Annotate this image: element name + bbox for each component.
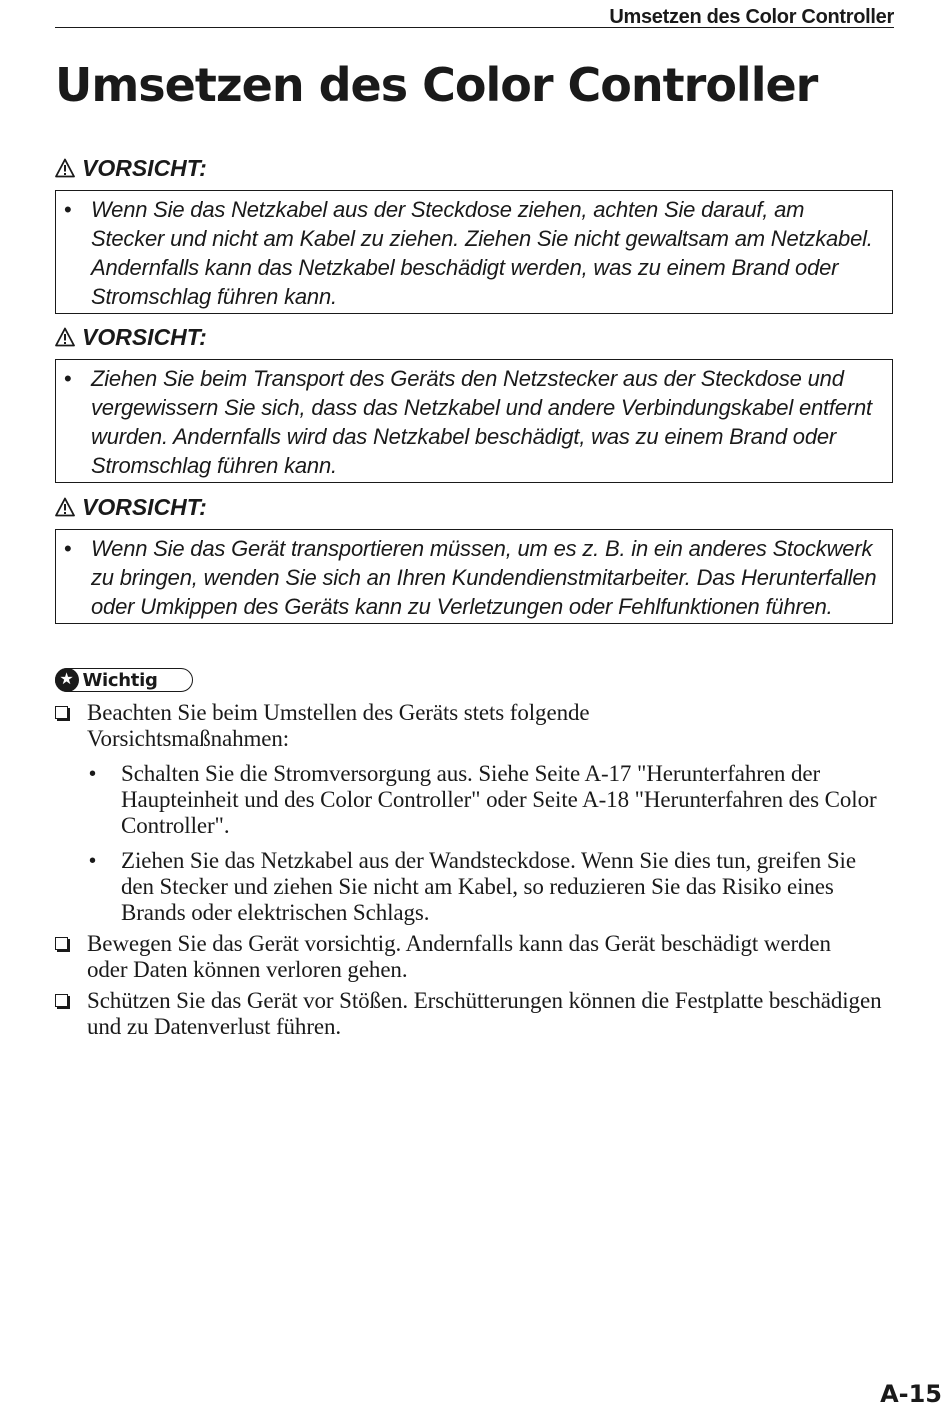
- checklist-item: [55, 700, 895, 752]
- page-title: Umsetzen des Color Controller: [55, 58, 818, 112]
- sub-list-item: [87, 848, 887, 926]
- bullet: •: [89, 850, 97, 872]
- checkbox-icon: [55, 988, 87, 1040]
- checklist-text: Schützen Sie das Gerät vor Stößen. Erschütterungen können die Festplatte beschädigen und zu Datenverlust führen.: [87, 988, 882, 1039]
- checklist-item: [55, 931, 895, 983]
- bullet: •: [64, 536, 72, 561]
- caution-text: Ziehen Sie beim Transport des Geräts den Netzstecker aus der Steckdose und vergewissern Sie sich, dass das Netzkabel und andere Verbindungskabel entfernt wurden. Andernfalls wird das Netzkabel beschädigt, was zu einem Brand oder Stromschlag führen kann.: [91, 366, 872, 478]
- caution-heading: [55, 323, 893, 351]
- warning-icon: [55, 327, 75, 347]
- caution-text: Wenn Sie das Netzkabel aus der Steckdose ziehen, achten Sie darauf, am Stecker und nicht am Kabel zu ziehen. Ziehen Sie nicht gewaltsam am Netzkabel. Andernfalls kann das Netzkabel beschädigt werden, was zu einem Brand oder Stromschlag führen kann.: [91, 197, 873, 309]
- warning-icon: [55, 497, 75, 517]
- checkbox-icon: [55, 700, 87, 752]
- caution-box: [55, 359, 893, 483]
- warning-icon: [55, 158, 75, 178]
- checklist-item: [55, 988, 895, 1040]
- bullet: •: [64, 197, 72, 222]
- sub-item-text: Schalten Sie die Stromversorgung aus. Siehe Seite A-17 "Herunterfahren der Haupteinheit und des Color Controller" oder Seite A-18 "Herunterfahren des Color Controller".: [121, 761, 877, 838]
- caution-box: [55, 190, 893, 314]
- checklist-text: Beachten Sie beim Umstellen des Geräts stets folgende Vorsichtsmaßnahmen:: [87, 700, 590, 751]
- page-number: A-15: [880, 1380, 942, 1408]
- caution-box: [55, 529, 893, 624]
- header-rule: [55, 27, 894, 28]
- checkbox-icon: [55, 931, 87, 983]
- caution-block: [55, 493, 893, 624]
- bullet: •: [64, 366, 72, 391]
- caution-label: VORSICHT:: [82, 493, 207, 520]
- sub-item-text: Ziehen Sie das Netzkabel aus der Wandsteckdose. Wenn Sie dies tun, greifen Sie den Stecker und ziehen Sie nicht am Kabel, so reduzieren Sie das Risiko eines Brands oder elektrischen Schlags.: [121, 848, 856, 925]
- important-badge: [55, 668, 193, 692]
- star-icon: ★: [55, 668, 79, 692]
- checklist-text: Bewegen Sie das Gerät vorsichtig. Andernfalls kann das Gerät beschädigt werden oder Daten können verloren gehen.: [87, 931, 831, 982]
- bullet: •: [89, 763, 97, 785]
- caution-block: [55, 323, 893, 483]
- caution-heading: [55, 493, 893, 521]
- important-label: Wichtig: [82, 669, 158, 691]
- caution-heading: [55, 154, 893, 182]
- caution-text: Wenn Sie das Gerät transportieren müssen, um es z. B. in ein anderes Stockwerk zu bringen, wenden Sie sich an Ihren Kundendienstmitarbeiter. Das Herunterfallen oder Umkippen des Geräts kann zu Verletzungen oder Fehlfunktionen führen.: [91, 536, 877, 619]
- caution-label: VORSICHT:: [82, 323, 207, 350]
- running-header: Umsetzen des Color Controller: [609, 6, 894, 28]
- sub-list-item: [87, 761, 887, 839]
- caution-block: [55, 154, 893, 314]
- caution-label: VORSICHT:: [82, 154, 207, 181]
